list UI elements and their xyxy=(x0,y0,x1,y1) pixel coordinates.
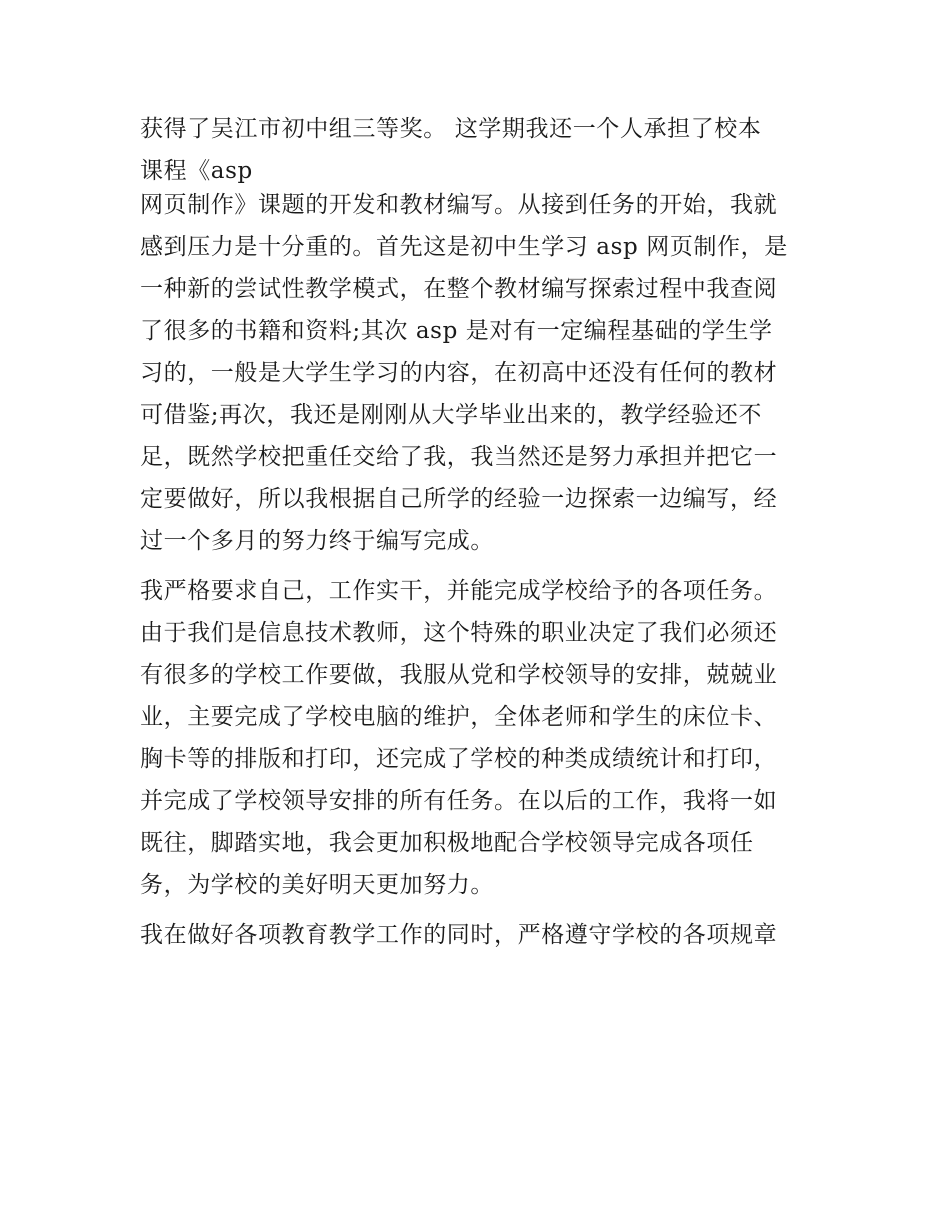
text-line: 过一个多月的努力终于编写完成。 xyxy=(140,528,494,554)
text-line: 由于我们是信息技术教师，这个特殊的职业决定了我们必须还 xyxy=(140,620,778,646)
text-line: 了很多的书籍和资料;其次 asp 是对有一定编程基础的学生学 xyxy=(140,318,773,344)
text-line: 并完成了学校领导安排的所有任务。在以后的工作，我将一如 xyxy=(140,788,778,814)
paragraph-start-line: 我严格要求自己，工作实干，并能完成学校给予的各项任务。 xyxy=(140,578,778,604)
text-line: 足，既然学校把重任交给了我，我当然还是努力承担并把它一 xyxy=(140,444,778,470)
text-line: 一种新的尝试性教学模式，在整个教材编写探索过程中我查阅 xyxy=(140,276,778,302)
text-line: 务，为学校的美好明天更加努力。 xyxy=(140,872,494,898)
paragraph-start-line: 我在做好各项教育教学工作的同时，严格遵守学校的各项规章 xyxy=(140,922,778,948)
text-line: 课程《asp xyxy=(140,158,253,184)
document-body xyxy=(140,108,820,956)
text-line: 可借鉴;再次，我还是刚刚从大学毕业出来的，教学经验还不 xyxy=(140,402,762,428)
text-line: 胸卡等的排版和打印，还完成了学校的种类成绩统计和打印， xyxy=(140,746,778,772)
text-line: 有很多的学校工作要做，我服从党和学校领导的安排，兢兢业 xyxy=(140,662,778,688)
text-line: 定要做好，所以我根据自己所学的经验一边探索一边编写，经 xyxy=(140,486,778,512)
text-line: 网页制作》课题的开发和教材编写。从接到任务的开始，我就 xyxy=(140,192,778,218)
text-line: 获得了吴江市初中组三等奖。 这学期我还一个人承担了校本 xyxy=(140,116,762,142)
text-line: 既往，脚踏实地，我会更加积极地配合学校领导完成各项任 xyxy=(140,830,754,856)
text-line: 业，主要完成了学校电脑的维护，全体老师和学生的床位卡、 xyxy=(140,704,778,730)
text-line: 习的，一般是大学生学习的内容，在初高中还没有任何的教材 xyxy=(140,360,778,386)
text-line: 感到压力是十分重的。首先这是初中生学习 asp 网页制作，是 xyxy=(140,234,788,260)
